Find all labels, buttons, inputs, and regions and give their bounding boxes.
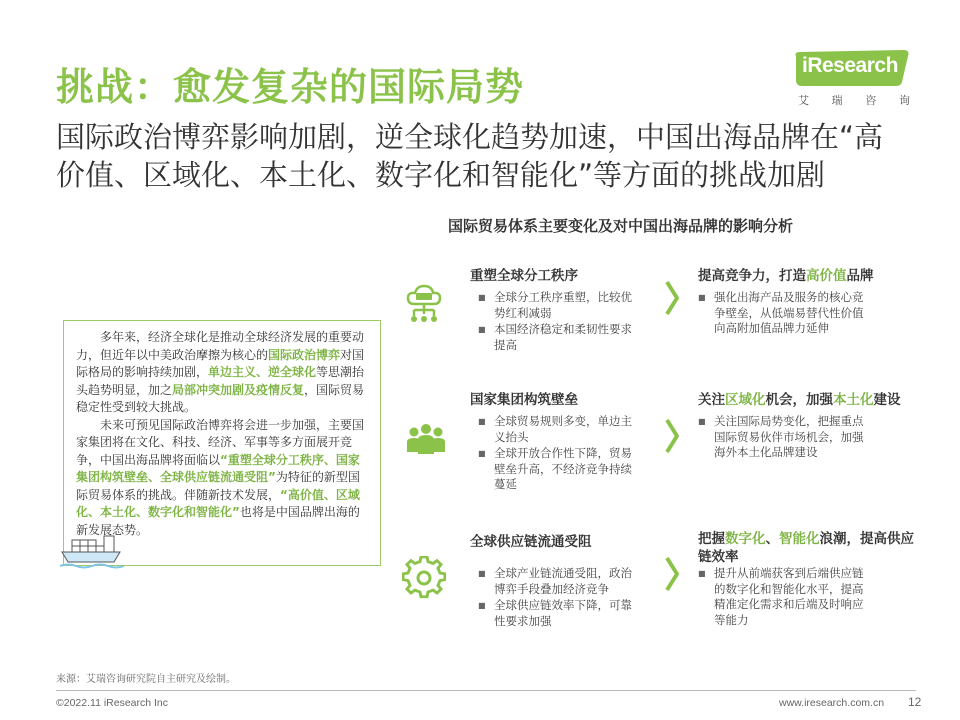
change-title-1: 重塑全球分工秩序 [470,268,578,284]
cloud-network-icon [402,282,446,326]
list-item: ■ 全球供应链效率下降，可靠性要求加强 [478,598,643,629]
analysis-title: 国际贸易体系主要变化及对中国出海品牌的影响分析 [448,217,794,235]
gear-icon [402,556,446,600]
chevron-right-icon [664,556,680,592]
logo-brand-text: iResearch [802,54,898,77]
list-item: ■ 全球贸易规则多变，单边主义抬头 [478,414,643,445]
list-item: ■ 全球产业链流通受阻，政治博弈手段叠加经济竞争 [478,566,643,597]
change-title-3: 全球供应链流通受阻 [470,534,592,550]
impact-title-1: 提高竞争力，打造高价值品牌 [698,268,874,284]
footer-divider [56,690,916,691]
page-number: 12 [908,695,922,709]
chevron-right-icon [664,418,680,454]
list-item: ■ 全球分工秩序重塑，比较优势红利减弱 [478,290,643,321]
page-subtitle: 国际政治博弈影响加剧，逆全球化趋势加速，中国出海品牌在“高价值、区域化、本土化、数字化和智能化”等方面的挑战加剧 [56,120,884,192]
logo-char: 瑞 [831,94,843,107]
source-note: 来源：艾瑞咨询研究院自主研究及绘制。 [56,674,236,685]
page-title: 挑战：愈发复杂的国际局势 [56,65,525,109]
logo-chinese-name [798,92,910,108]
list-item: ■ 强化出海产品及服务的核心竞争壁垒，从低端易替代性价值向高附加值品牌力延伸 [698,290,868,337]
summary-paragraph-1: 多年来，经济全球化是推动全球经济发展的重要动力，但近年以中美政治摩擦为核心的国际政治博弈对国际格局的影响持续加剧，单边主义、逆全球化等思潮抬头趋势明显，加之局部冲突加剧及疫情反复，国际贸易稳定性受到较大挑战。 [76,330,365,414]
logo-char: 艾 [798,94,809,107]
impact-title-2: 关注区域化机会，加强本土化建设 [698,392,901,408]
list-item: ■ 本国经济稳定和柔韧性要求提高 [478,322,643,353]
cargo-ship-icon [58,530,130,572]
chevron-right-icon [664,280,680,316]
list-item: ■ 全球开放合作性下降，贸易壁垒升高，不经济竞争持续蔓延 [478,446,643,493]
website-link[interactable]: www.iresearch.com.cn [779,697,885,709]
change-bullets-2 [478,414,643,494]
list-item: ■ 关注国际局势变化，把握重点国际贸易伙伴市场机会，加强海外本土化品牌建设 [698,414,868,461]
change-bullets-1 [478,290,643,354]
copyright-text: ©2022.11 iResearch Inc [56,697,169,709]
list-item: ■ 提升从前端获客到后端供应链的数字化和智能化水平，提高精准定化需求和后端及时响应等能力 [698,566,868,628]
logo-char: 咨 [865,94,877,107]
logo-char: 询 [898,94,910,107]
summary-paragraph-2: 未来可预见国际政治博弈将会进一步加强，主要国家集团将在文化、科技、经济、军事等多方面展开竞争，中国出海品牌将面临以“重塑全球分工秩序、国家集团构筑壁垒、全球供应链流通受阻”为特征的新型国际贸易体系的挑战。伴随新技术发展，“高价值、区域化、本土化、数字化和智能化”也将是中国品牌出海的新发展态势。 [76,417,365,537]
impact-bullets-3 [698,566,868,629]
impact-bullets-2 [698,414,868,462]
change-bullets-3 [478,566,643,630]
impact-bullets-1 [698,290,868,338]
iresearch-logo [792,50,910,110]
change-title-2: 国家集团构筑壁垒 [470,392,578,408]
group-people-icon [404,418,448,462]
impact-title-3: 把握数字化、智能化浪潮，提高供应链效率 [698,531,914,565]
